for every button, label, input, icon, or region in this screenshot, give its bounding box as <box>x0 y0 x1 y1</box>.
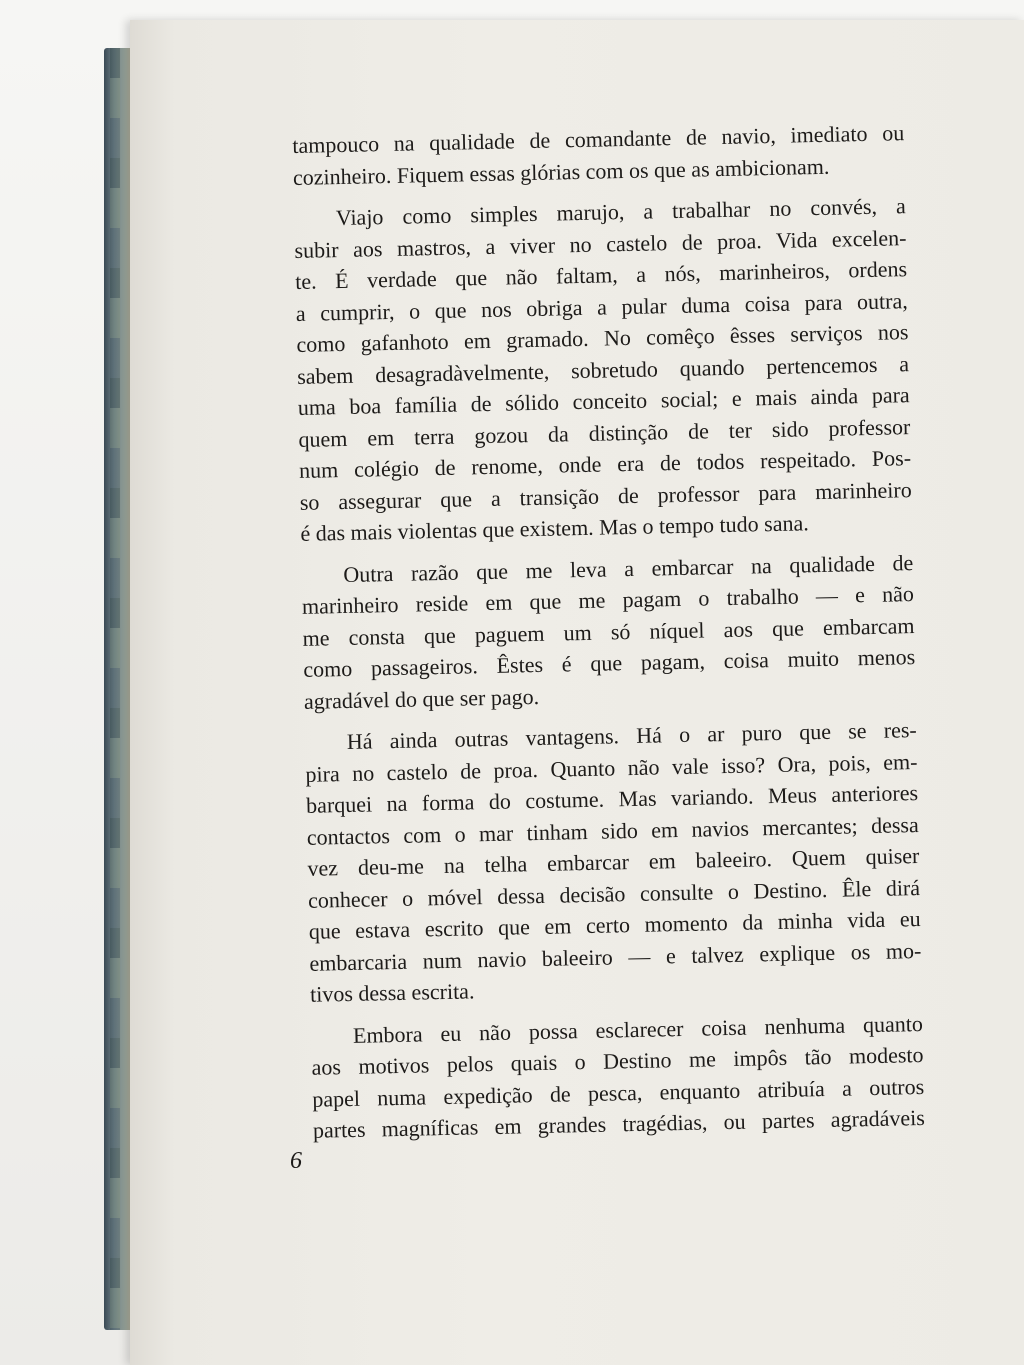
text-line: Outra razão que me leva a embarcar na qualidade de <box>343 549 914 587</box>
text-line: uma boa família de sólido conceito social; e mais ainda para <box>297 382 910 420</box>
page-number: 6 <box>290 1148 302 1174</box>
text-line: papel numa expedição de pesca, enquanto atribuía a outros <box>312 1073 925 1112</box>
text-line: sabem desagradàvelmente, sobretudo quando pertencemos a <box>296 350 910 389</box>
text-line: como gafanhoto em gramado. No comêço êsses serviços nos <box>296 319 909 357</box>
text-line: tampouco na qualidade de comandante de navio, imediato ou <box>292 120 905 158</box>
text-line: agradável do que ser pago. <box>303 683 540 714</box>
text-line: Há ainda outras vantagens. Há o ar puro que se res- <box>346 717 917 754</box>
text-line: vez deu-me na telha embarcar em baleeiro. Quem quiser <box>307 843 920 881</box>
text-line: conhecer o móvel dessa decisão consulte o Destino. Êle dirá <box>307 874 921 913</box>
text-line: subir aos mastros, a viver no castelo de proa. Vida excelen- <box>294 224 907 263</box>
text-line: aos motivos pelos quais o Destino me impôs tão modesto <box>311 1041 924 1080</box>
paragraph-3 <box>301 547 916 717</box>
text-line: num colégio de renome, onde era de todos respeitado. Pos- <box>298 445 912 483</box>
text-line: como passageiros. Êstes é que pagam, coisa muito menos <box>303 644 916 682</box>
paragraph-2 <box>294 190 913 549</box>
text-line: a cumprir, o que nos obriga a pular duma coisa para outra, <box>295 287 908 326</box>
paragraph-4 <box>305 714 923 1010</box>
text-line: contactos com o mar tinham sido em navios mercantes; dessa <box>306 811 919 850</box>
text-line: barquei na forma do costume. Mas variando. Meus anteriores <box>305 780 919 818</box>
text-line: so assegurar que a transição de professor para marinheiro <box>299 476 912 515</box>
text-line: embarcaria num navio baleeiro — e talvez explique os mo- <box>309 937 922 976</box>
text-line: partes magníficas em grandes tragédias, ou partes agradáveis <box>312 1104 926 1143</box>
paragraph-5 <box>311 1007 926 1146</box>
text-line: marinheiro reside em que me pagam o trabalho — e não <box>301 581 915 619</box>
text-line: é das mais violentas que existem. Mas o tempo tudo sana. <box>300 510 809 546</box>
page-text <box>292 117 925 1156</box>
text-line: Viajo como simples marujo, a trabalhar no convés, a <box>335 193 906 231</box>
text-line: te. É verdade que não faltam, a nós, marinheiros, ordens <box>294 256 908 294</box>
text-line: quem em terra gozou da distinção de ter sido professor <box>298 413 911 452</box>
text-line: me consta que paguem um só níquel aos que embarcam <box>302 612 915 651</box>
text-line: que estava escrito que em certo momento da minha vida eu <box>308 906 921 944</box>
text-line: cozinheiro. Fiquem essas glórias com os que as ambicionam. <box>292 153 830 190</box>
text-line: Embora eu não possa esclarecer coisa nenhuma quanto <box>352 1010 924 1048</box>
text-line: tivos dessa escrita. <box>309 978 475 1007</box>
paragraph-1 <box>292 117 905 193</box>
text-line: pira no castelo de proa. Quanto não vale isso? Ora, pois, em- <box>305 748 918 787</box>
